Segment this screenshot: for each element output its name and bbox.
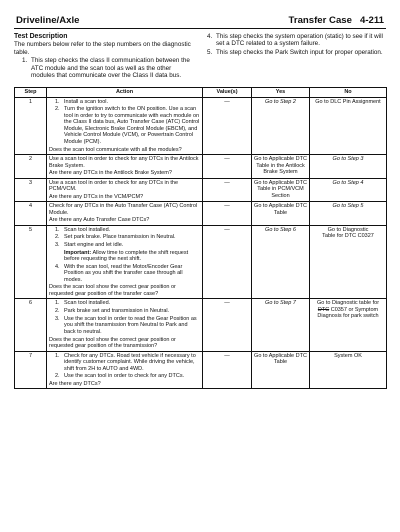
important-text: Allow time to complete the shift request before requesting the next shift.: [64, 249, 189, 263]
table-header-row: [15, 87, 387, 97]
table-row: [15, 202, 387, 226]
intro-item-number: 5.: [207, 49, 213, 56]
action-list: [49, 227, 200, 284]
action-text: Set park brake. Place transmission in Neutral.: [64, 234, 176, 241]
action-text: Start engine and let idle.: [64, 241, 124, 248]
action-item: 1. Check for any DTCs. Road test vehicle if necessary to identify customer complaint. While driving the vehicle, shift from 2H to AUTO and 4WD.: [55, 353, 200, 373]
no-cell: Go to DLC Pin Assignment: [310, 97, 387, 154]
section-title: Driveline/Axle: [16, 15, 80, 26]
yes-cell: Go to Step 6: [252, 225, 310, 299]
action-cell: [47, 97, 203, 154]
action-text: Install a scan tool.: [64, 98, 109, 105]
intro-left-column: [14, 33, 195, 81]
action-question: Are there any DTCs in the VCM/PCM?: [49, 193, 144, 200]
intro-right-column: [205, 33, 386, 81]
action-question: Are there any DTCs in the Antilock Brake System?: [49, 170, 172, 176]
no-cell-line: Table for DTC C0327: [322, 233, 374, 239]
action-item: 1. Scan tool installed.: [55, 300, 200, 307]
no-cell: Go to Step 3: [310, 155, 387, 179]
action-text: Use the scan tool in order to check for any DTCs.: [64, 373, 185, 380]
action-list: [49, 353, 200, 380]
page-header: [14, 15, 386, 29]
intro-item-text: This step checks the system operation (static) to see if it will set a DTC related to a system failure.: [216, 33, 383, 48]
action-item: 2. Set park brake. Place transmission in Neutral.: [55, 234, 200, 241]
page-number: 4-211: [359, 15, 384, 26]
yes-cell: Go to Applicable DTC Table: [252, 351, 310, 389]
action-item: 2. Turn the ignition switch to the ON position. Use a scan tool in order to try to communicate with each module on the Class II data bus, Auto Transfer Case (ATC) Control Module, Electronic Brake Control Module (EBCM), and Vehicle Control Module (VCM), or Powertrain Control Module (PCM).: [55, 106, 200, 145]
action-cell: [47, 178, 203, 202]
action-text: With the scan tool, read the Motor/Encoder Gear Position as you shift the transfer case through all modes.: [64, 263, 183, 283]
test-description-heading: Test Description: [14, 33, 68, 40]
intro-item: [205, 33, 386, 48]
step-number: 5: [15, 225, 47, 299]
action-item: 2. Use the scan tool in order to check for any DTCs.: [55, 373, 200, 380]
action-text: Use a scan tool in order to check for any DTCs in the Antilock Brake System.: [49, 156, 199, 169]
yes-cell: Go to Step 7: [252, 299, 310, 351]
yes-cell: Go to Applicable DTC Table in the Antilock Brake System: [252, 155, 310, 179]
value-cell: —: [203, 351, 252, 389]
action-question: Does the scan tool show the correct gear position or requested gear position of the transfer case?: [49, 284, 176, 297]
action-item: 1. Install a scan tool.: [55, 99, 200, 106]
intro-item-text: This step checks the class II communication between the ATC module and the scan tool as well as the other modules that communicate over the Class II data bus.: [31, 57, 190, 80]
step-number: 4: [15, 202, 47, 226]
table-row: [15, 155, 387, 179]
no-cell: Go to Step 4: [310, 178, 387, 202]
no-cell: [310, 299, 387, 351]
action-list: [49, 300, 200, 335]
action-text: Check for any DTCs in the Auto Transfer Case (ATC) Control Module.: [49, 203, 198, 216]
action-cell: [47, 299, 203, 351]
no-cell-text: Go to Diagnostic table for: [316, 300, 380, 307]
value-cell: —: [203, 178, 252, 202]
action-item: 4. With the scan tool, read the Motor/Encoder Gear Position as you shift the transfer case through all modes.: [55, 264, 200, 284]
col-yes: Yes: [252, 87, 310, 97]
test-description-lead: The numbers below refer to the step numbers on the diagnostic table.: [14, 41, 191, 56]
action-cell: [47, 202, 203, 226]
value-cell: —: [203, 299, 252, 351]
intro-item-text: This step checks the Park Switch input for proper operation.: [216, 49, 383, 56]
important-note: [55, 250, 200, 263]
no-cell: Go to Step 5: [310, 202, 387, 226]
intro-list-right: [205, 33, 386, 56]
intro-list-left: [14, 57, 195, 79]
action-list: [49, 99, 200, 146]
test-description: [14, 33, 386, 81]
table-row: [15, 97, 387, 154]
action-item: 2. Park brake set and transmission in Neutral.: [55, 308, 200, 315]
action-question: Does the scan tool communicate with all the modules?: [49, 146, 182, 153]
diagnostic-table: [14, 87, 387, 390]
table-row: [15, 225, 387, 299]
step-number: 1: [15, 97, 47, 154]
table-row: [15, 299, 387, 351]
value-cell: —: [203, 155, 252, 179]
chapter-title: Transfer Case: [288, 15, 352, 26]
no-cell-line: Go to Diagnostic: [327, 226, 369, 233]
no-cell: [310, 225, 387, 299]
header-right: [289, 15, 384, 26]
no-cell-text: C0357 or Symptom Diagnosis for park switch: [317, 306, 379, 320]
action-question: Does the scan tool show the correct gear position or requested gear position of the transmission?: [49, 336, 176, 349]
action-cell: [47, 351, 203, 389]
no-cell: System OK: [310, 351, 387, 389]
col-values: Value(s): [203, 87, 252, 97]
action-text: Use a scan tool in order to check for any DTCs in the PCM/VCM.: [49, 179, 179, 192]
table-row: [15, 351, 387, 389]
step-number: 7: [15, 351, 47, 389]
action-text: Scan tool installed.: [64, 300, 111, 307]
intro-item-number: 1.: [22, 57, 28, 65]
action-item: 3. Start engine and let idle.: [55, 242, 200, 249]
intro-item: [20, 57, 195, 79]
action-question: Are there any Auto Transfer Case DTCs?: [49, 217, 150, 223]
yes-cell: Go to Applicable DTC Table: [252, 202, 310, 226]
step-number: 6: [15, 299, 47, 351]
action-question: Are there any DTCs?: [49, 380, 101, 387]
action-item: 1. Scan tool installed.: [55, 227, 200, 234]
action-cell: [47, 225, 203, 299]
step-number: 3: [15, 178, 47, 202]
col-step: Step: [15, 87, 47, 97]
action-text: Turn the ignition switch to the ON position. Use a scan tool in order to try to communicate with each module on the Class II data bus, Auto Transfer Case (ATC) Control Module, Electronic Brake Control Module (EBCM), and Vehicle Control Module (VCM), or Powertrain Control Module (PCM).: [64, 106, 200, 145]
value-cell: —: [203, 97, 252, 154]
action-item: 3. Use the scan tool in order to read the Gear Position as you shift the transmission from Neutral to Park and back to neutral.: [55, 316, 200, 336]
action-text: Park brake set and transmission in Neutral.: [64, 308, 170, 315]
important-label: Important:: [64, 249, 92, 256]
intro-item-number: 4.: [207, 33, 213, 40]
action-text: Check for any DTCs. Road test vehicle if necessary to identify customer complaint. While driving the vehicle, shift from 2H to AUTO and 4WD.: [64, 352, 196, 372]
yes-cell: Go to Step 2: [252, 97, 310, 154]
col-no: No: [310, 87, 387, 97]
action-text: Scan tool installed.: [64, 226, 111, 233]
step-number: 2: [15, 155, 47, 179]
value-cell: —: [203, 202, 252, 226]
action-cell: [47, 155, 203, 179]
table-row: [15, 178, 387, 202]
action-text: Use the scan tool in order to read the Gear Position as you shift the transmission from Neutral to Park and back to neutral.: [64, 315, 197, 335]
col-action: Action: [47, 87, 203, 97]
no-cell-struck-text: DTC: [317, 306, 330, 313]
intro-item: [205, 49, 386, 56]
value-cell: —: [203, 225, 252, 299]
yes-cell: Go to Applicable DTC Table in PCM/VCM Section: [252, 178, 310, 202]
